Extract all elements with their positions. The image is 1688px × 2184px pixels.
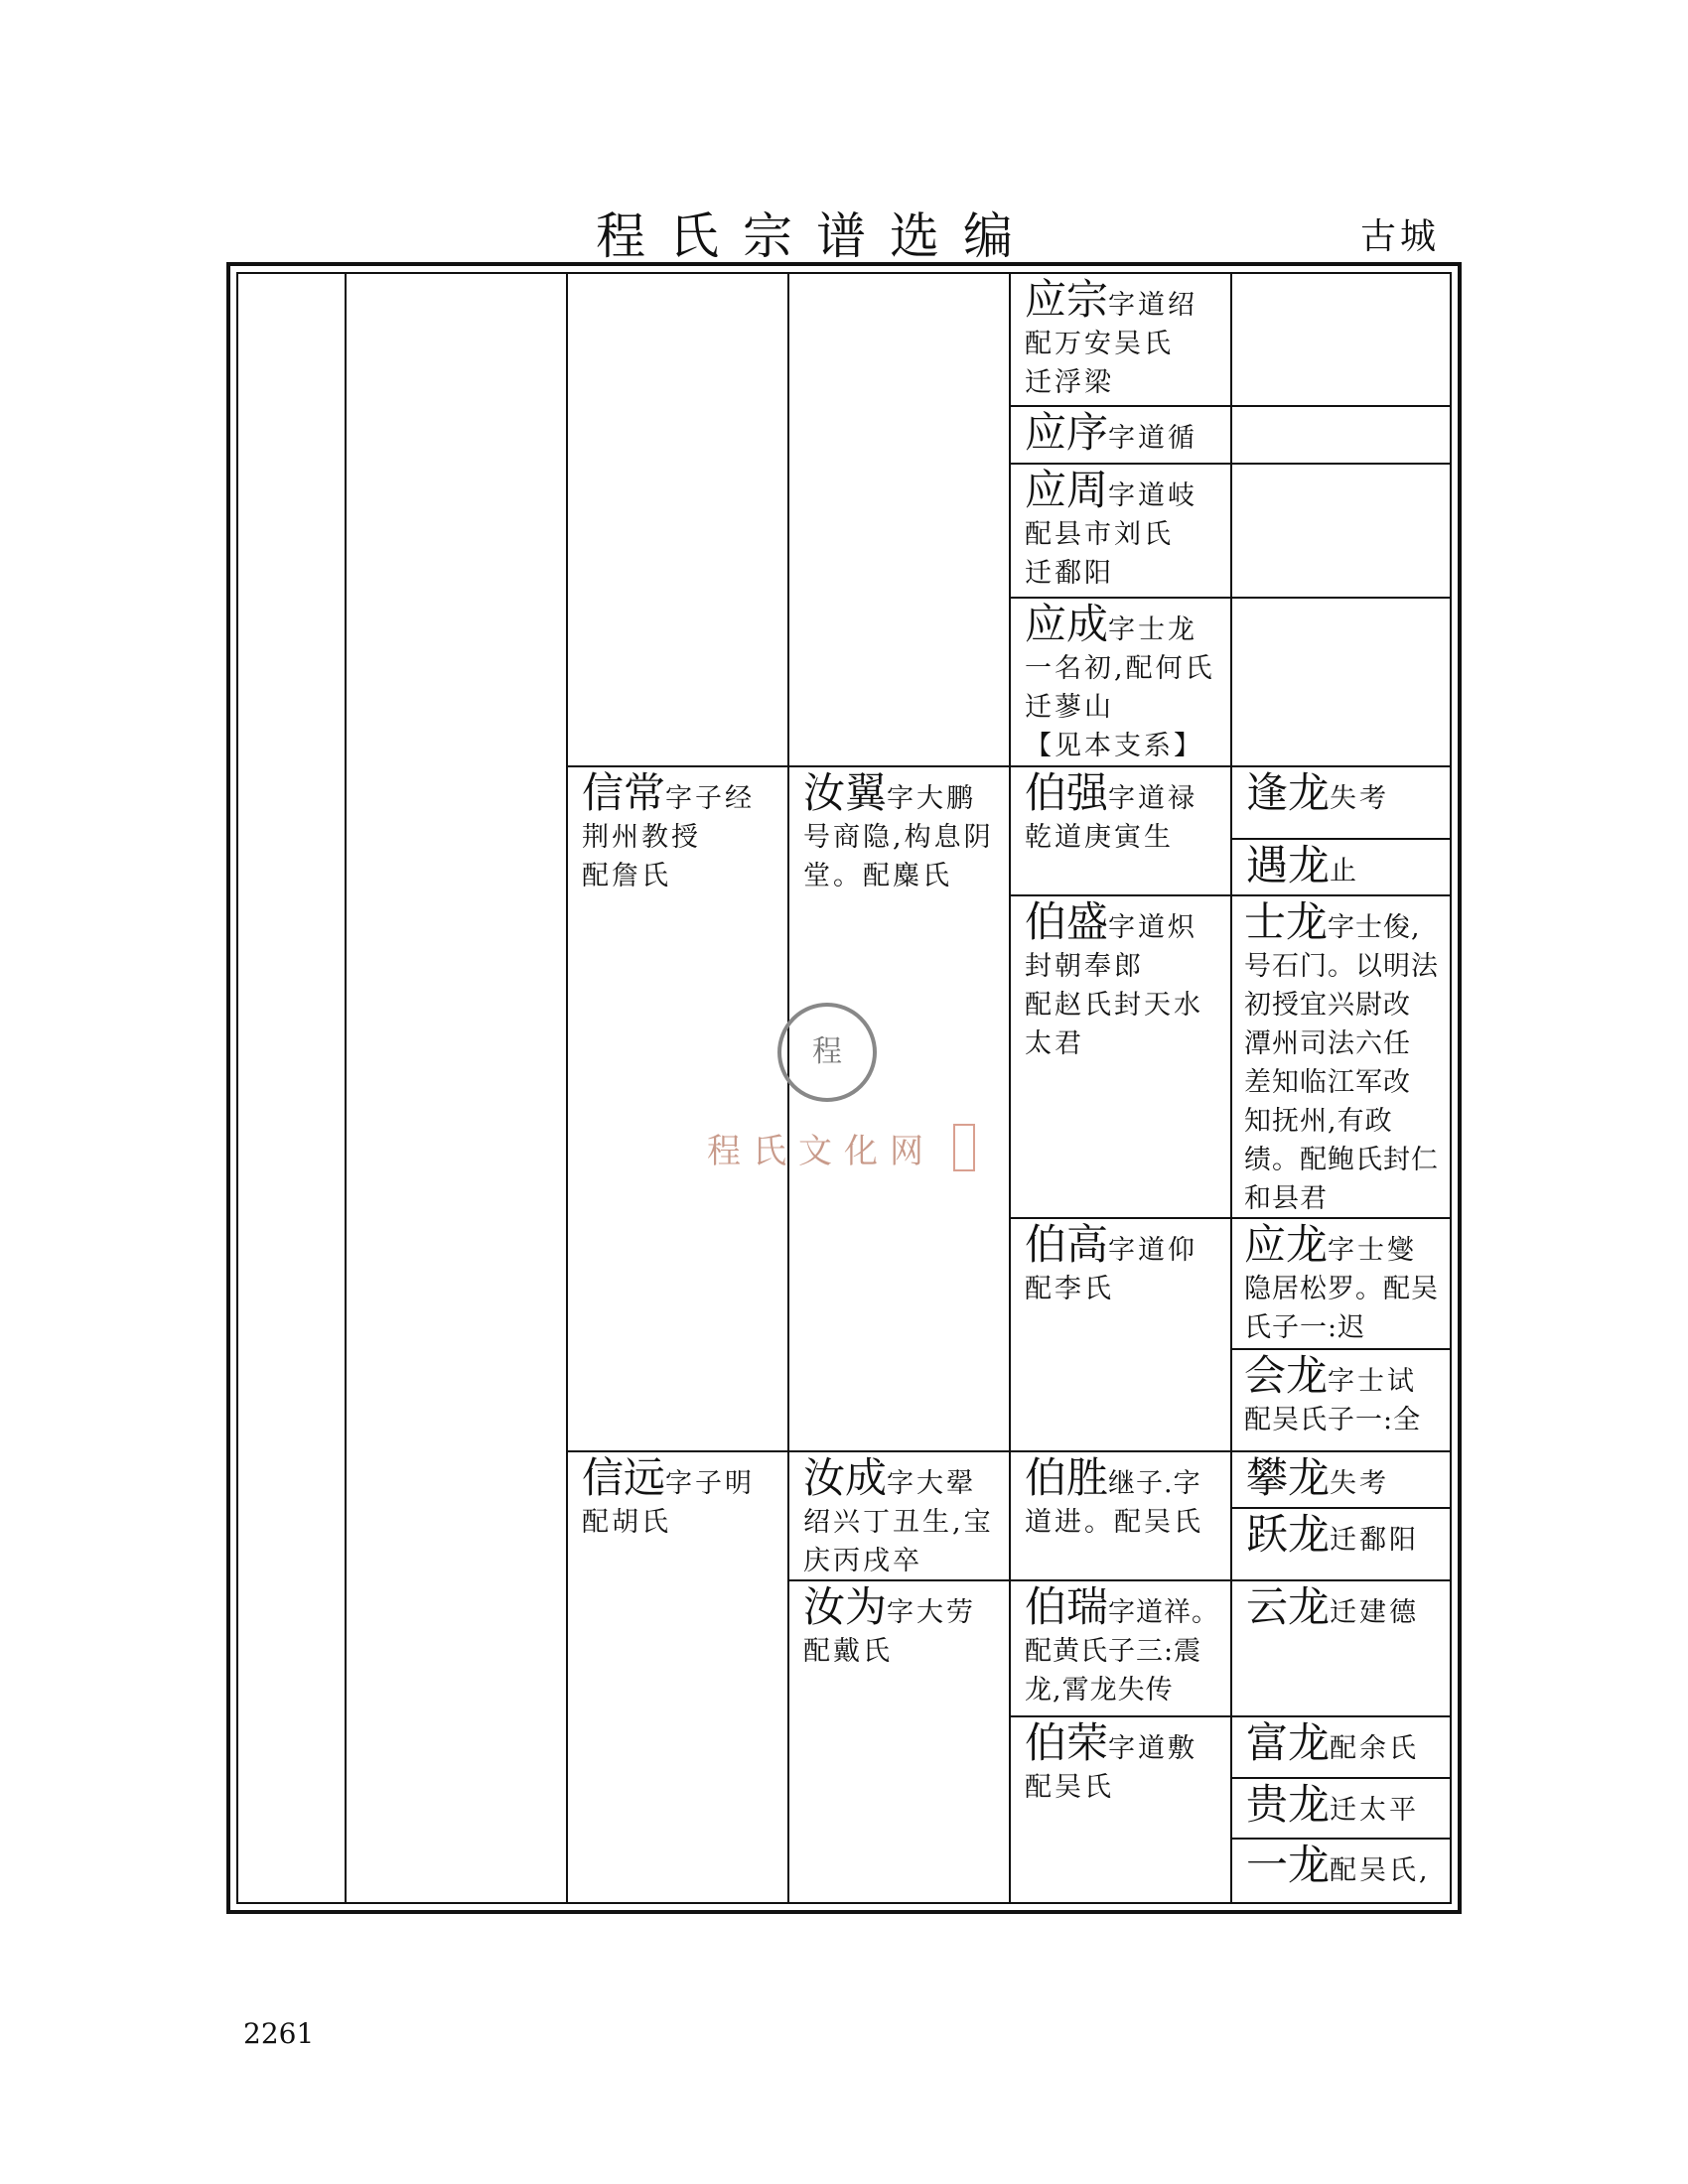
entry-rucheng (789, 1452, 1009, 1579)
entry-name: 应周 (1025, 466, 1109, 514)
entry-note: 迁鄱阳 (1330, 1525, 1420, 1556)
entry-name: 逢龙 (1246, 768, 1331, 817)
entry-bosheng2 (1011, 1452, 1230, 1579)
entry-ruyi (789, 767, 1009, 1450)
region-label: 古城 (1360, 216, 1441, 257)
entry-yinglong (1232, 1219, 1452, 1348)
entry-body: 号石门。以明法 初授宜兴尉改 潭州司法六任 差知临江军改 知抚州,有政 绩。配鲍氏封仁 和县君 (1244, 951, 1439, 1214)
entry-body: 配吴氏子一:全 (1244, 1405, 1422, 1435)
entry-name: 伯胜 (1025, 1453, 1109, 1502)
entry-yingxu (1011, 407, 1230, 463)
entry-name: 信远 (582, 1453, 666, 1502)
watermark-site-name: 程氏文化网 (707, 1132, 935, 1171)
entry-name: 伯荣 (1025, 1718, 1109, 1767)
entry-name: 云龙 (1246, 1582, 1331, 1631)
entry-note: 字道岐 (1108, 480, 1198, 511)
entry-note: 字大劳 (887, 1597, 977, 1628)
entry-name: 跃龙 (1246, 1510, 1331, 1559)
entry-note: 字子明 (665, 1468, 756, 1499)
entry-shilong (1232, 896, 1452, 1217)
entry-name: 汝成 (803, 1453, 888, 1502)
entry-body: 配县市刘氏 迁鄱阳 (1025, 519, 1174, 589)
entry-ruwei (789, 1581, 1009, 1904)
entry-huilong (1232, 1350, 1452, 1450)
entry-guilong (1232, 1779, 1452, 1838)
entry-body: 配黄氏子三:震 龙,霄龙失传 (1025, 1636, 1202, 1706)
watermark-seal-glyph: 程 (812, 1034, 842, 1069)
entry-body: 乾道庚寅生 (1025, 822, 1174, 853)
entry-panlong (1232, 1452, 1452, 1507)
entry-name: 士龙 (1244, 897, 1329, 946)
entry-xinchang (568, 767, 787, 1450)
entry-yuelong (1232, 1509, 1452, 1579)
entry-body: 荆州教授 配詹氏 (582, 822, 701, 891)
entry-yulong (1232, 840, 1452, 894)
entry-name: 应龙 (1244, 1220, 1329, 1269)
entry-xinyuan (568, 1452, 787, 1904)
entry-name: 伯瑞 (1025, 1582, 1109, 1631)
entry-borong (1011, 1717, 1230, 1904)
entry-body: 封朝奉郎 配赵氏封天水 太君 (1025, 951, 1203, 1059)
entry-body: 号商隐,构息阴 堂。配麋氏 (803, 822, 994, 891)
entry-body: 配戴氏 (803, 1636, 893, 1667)
entry-body: 配万安吴氏 迁浮梁 (1025, 329, 1174, 398)
entry-fulong (1232, 1717, 1452, 1777)
entry-body: 一名初,配何氏 迁蓼山 【见本支系】 (1025, 653, 1215, 761)
entry-note: 字道循 (1108, 423, 1198, 454)
entry-note: 字士试 (1328, 1366, 1418, 1397)
entry-note: 字道敷 (1108, 1733, 1198, 1764)
entry-body: 绍兴丁丑生,宝 庆丙戌卒 (803, 1507, 994, 1576)
entry-name: 会龙 (1244, 1351, 1329, 1400)
entry-name: 信常 (582, 768, 666, 817)
entry-yingcheng (1011, 599, 1230, 765)
entry-note: 字大鹏 (887, 783, 977, 814)
column-divider (345, 272, 347, 1904)
page-title: 程氏宗谱选编 (596, 207, 1037, 265)
entry-name: 遇龙 (1246, 841, 1331, 889)
entry-note: 失考 (1330, 783, 1390, 814)
entry-yilong (1232, 1840, 1452, 1904)
entry-name: 伯盛 (1025, 897, 1109, 946)
entry-name: 应成 (1025, 600, 1109, 648)
entry-name: 伯强 (1025, 768, 1109, 817)
entry-yunlong (1232, 1581, 1452, 1715)
entry-note: 字道祥。 (1108, 1597, 1220, 1628)
entry-name: 富龙 (1246, 1718, 1331, 1767)
entry-bosheng (1011, 896, 1230, 1217)
entry-name: 应宗 (1025, 275, 1109, 324)
entry-name: 贵龙 (1246, 1780, 1331, 1829)
entry-note: 迁太平 (1330, 1795, 1420, 1826)
entry-note: 字子经 (665, 783, 756, 814)
entry-note: 字道仰 (1108, 1235, 1198, 1266)
entry-body: 配吴氏 (1025, 1772, 1114, 1803)
entry-yingzong (1011, 274, 1230, 405)
entry-note: 止 (1330, 856, 1360, 887)
entry-note: 配余氏 (1330, 1733, 1420, 1764)
entry-body: 配李氏 (1025, 1274, 1114, 1304)
entry-note: 字道炽 (1108, 912, 1198, 943)
page-number: 2261 (243, 2017, 315, 2050)
entry-name: 汝为 (803, 1582, 888, 1631)
entry-name: 攀龙 (1246, 1453, 1331, 1502)
entry-note: 继子.字 (1108, 1468, 1201, 1499)
entry-name: 汝翼 (803, 768, 888, 817)
entry-note: 字大翚 (887, 1468, 977, 1499)
entry-boqiang (1011, 767, 1230, 894)
entry-note: 迁建德 (1330, 1597, 1420, 1628)
entry-note: 字士龙 (1108, 614, 1198, 645)
entry-bogao (1011, 1219, 1230, 1450)
entry-note: 字道绍 (1108, 290, 1198, 321)
entry-body: 隐居松罗。配吴 氏子一:迟 (1244, 1274, 1439, 1343)
entry-note: 配吴氏, (1330, 1855, 1431, 1886)
entry-body: 配胡氏 (582, 1507, 671, 1538)
entry-fenglong (1232, 767, 1452, 838)
entry-name: 一龙 (1246, 1841, 1331, 1889)
entry-yingzhou (1011, 465, 1230, 597)
entry-name: 应序 (1025, 408, 1109, 457)
entry-body: 道进。配吴氏 (1025, 1507, 1203, 1538)
entry-note: 字士燮 (1328, 1235, 1418, 1266)
entry-borui (1011, 1581, 1230, 1715)
entry-name: 伯高 (1025, 1220, 1109, 1269)
entry-note: 字士俊, (1328, 912, 1421, 943)
entry-note: 失考 (1330, 1468, 1390, 1499)
entry-note: 字道禄 (1108, 783, 1198, 814)
